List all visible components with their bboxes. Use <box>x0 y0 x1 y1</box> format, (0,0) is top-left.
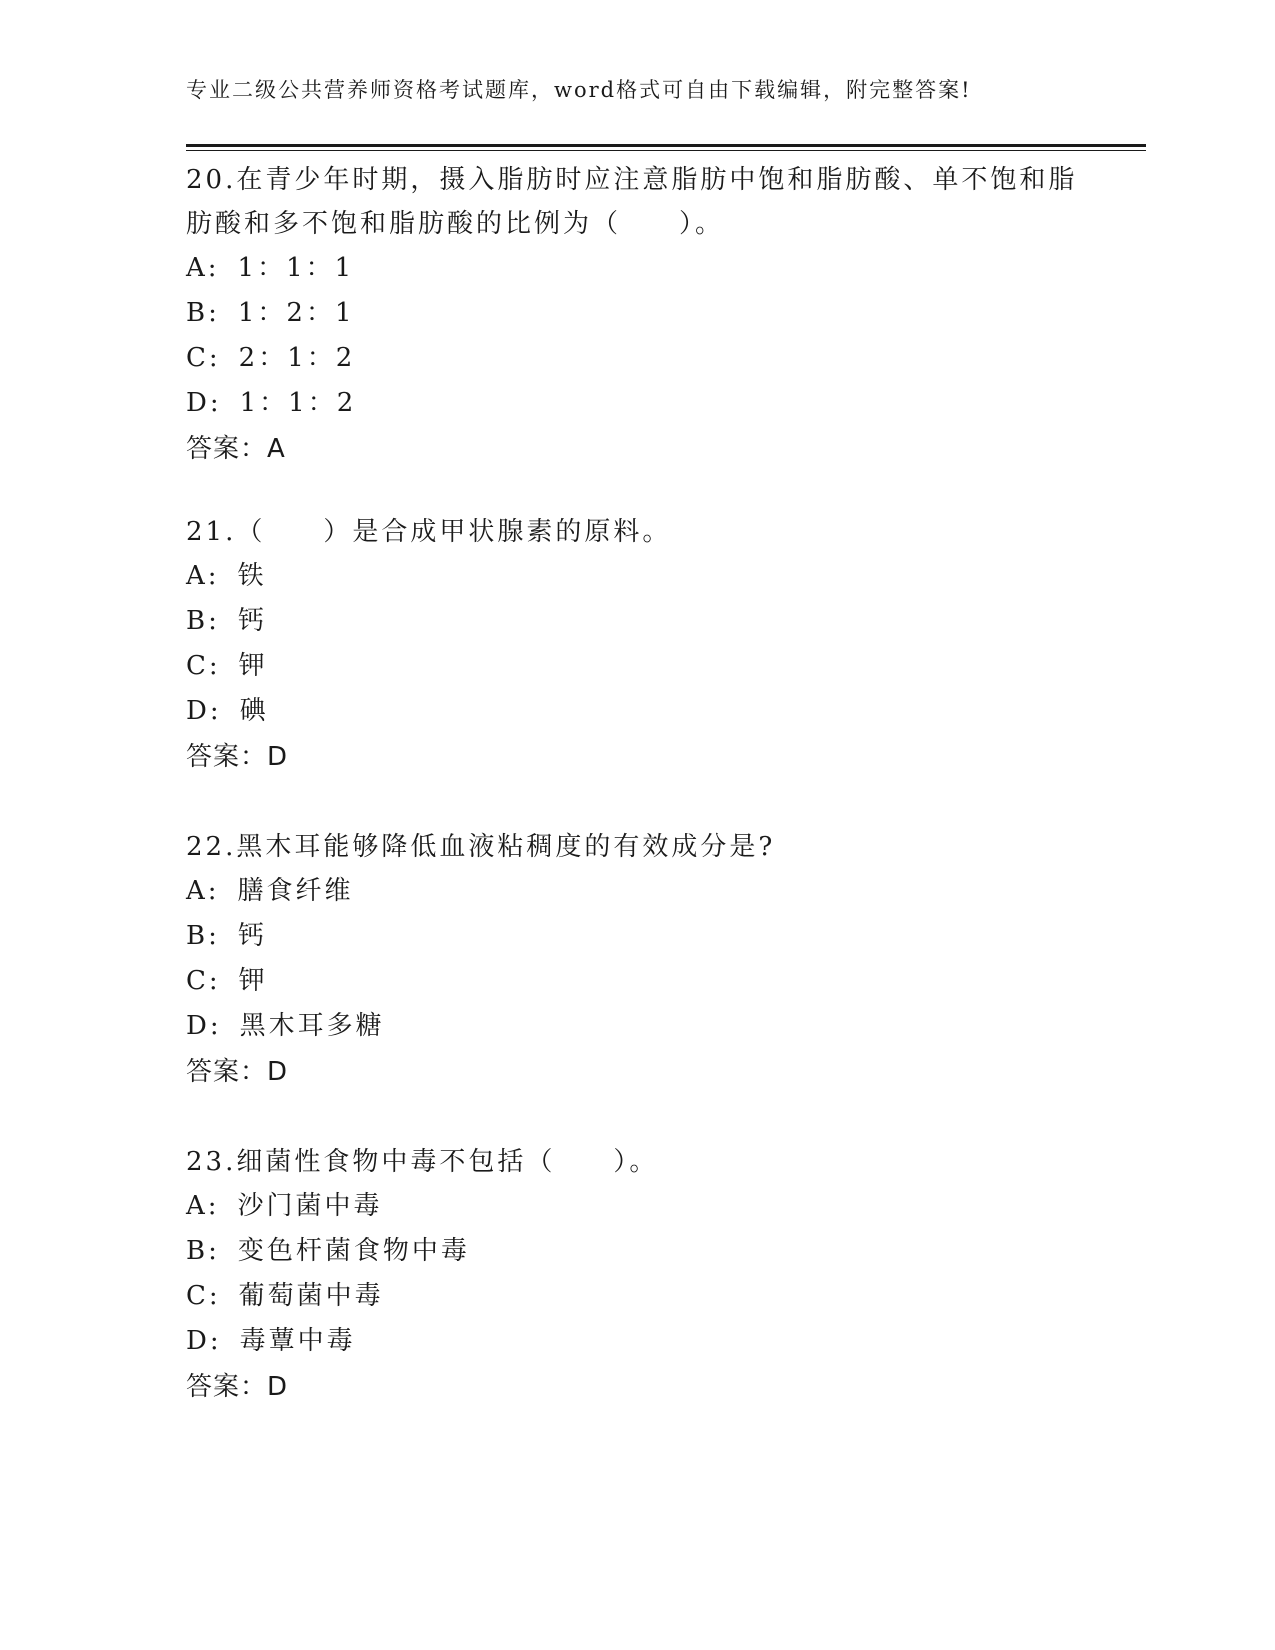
option-b <box>186 599 1086 644</box>
option-text: 1：1：1 <box>237 253 355 283</box>
answer: 答案：A <box>186 434 286 464</box>
page-header: 专业二级公共营养师资格考试题库，word格式可自由下载编辑，附完整答案! <box>186 78 972 102</box>
question-22 <box>186 825 1086 1095</box>
question-stem: 23.细菌性食物中毒不包括（ ）。 <box>186 1147 659 1177</box>
option-text: 黑木耳多糖 <box>239 1011 385 1041</box>
option-c <box>186 336 1086 381</box>
option-a <box>186 1184 1086 1229</box>
option-key: A: <box>186 561 220 591</box>
option-d <box>186 381 1086 426</box>
option-key: B: <box>186 606 220 636</box>
option-a <box>186 246 1086 291</box>
option-key: D: <box>186 1011 222 1041</box>
answer: 答案：D <box>186 1057 289 1087</box>
option-key: C: <box>186 966 221 996</box>
question-stem: 21.（ ）是合成甲状腺素的原料。 <box>186 517 672 547</box>
answer: 答案：D <box>186 1372 289 1402</box>
option-text: 1：1：2 <box>239 388 357 418</box>
question-stem: 22.黑木耳能够降低血液粘稠度的有效成分是? <box>186 832 776 862</box>
option-text: 钾 <box>238 966 268 996</box>
option-key: D: <box>186 696 222 726</box>
option-key: A: <box>186 1191 220 1221</box>
option-key: B: <box>186 1236 220 1266</box>
option-key: B: <box>186 921 220 951</box>
question-stem-continued: 肪酸和多不饱和脂肪酸的比例为（ ）。 <box>186 209 725 239</box>
question-21 <box>186 510 1086 780</box>
option-d <box>186 1004 1086 1049</box>
option-a <box>186 554 1086 599</box>
option-text: 葡萄菌中毒 <box>238 1281 384 1311</box>
answer: 答案：D <box>186 742 289 772</box>
option-key: A: <box>186 876 220 906</box>
option-key: C: <box>186 651 221 681</box>
option-key: D: <box>186 388 222 418</box>
header-rule-thin <box>186 150 1146 151</box>
option-key: C: <box>186 343 221 373</box>
option-text: 沙门菌中毒 <box>237 1191 383 1221</box>
option-key: D: <box>186 1326 222 1356</box>
option-text: 铁 <box>237 561 267 591</box>
option-key: C: <box>186 1281 221 1311</box>
question-20 <box>186 158 1086 472</box>
option-key: A: <box>186 253 220 283</box>
option-b <box>186 291 1086 336</box>
option-c <box>186 1274 1086 1319</box>
header-rule-thick <box>186 144 1146 147</box>
option-text: 变色杆菌食物中毒 <box>237 1236 470 1266</box>
question-23 <box>186 1140 1086 1410</box>
question-stem: 20.在青少年时期，摄入脂肪时应注意脂肪中饱和脂肪酸、单不饱和脂 <box>186 165 1078 195</box>
option-text: 膳食纤维 <box>237 876 354 906</box>
option-text: 钙 <box>237 921 267 951</box>
option-text: 毒蕈中毒 <box>239 1326 356 1356</box>
option-b <box>186 914 1086 959</box>
option-text: 碘 <box>239 696 269 726</box>
option-c <box>186 644 1086 689</box>
option-text: 2：1：2 <box>238 343 356 373</box>
option-text: 1：2：1 <box>237 298 355 328</box>
option-a <box>186 869 1086 914</box>
option-text: 钙 <box>237 606 267 636</box>
option-key: B: <box>186 298 220 328</box>
option-d <box>186 689 1086 734</box>
option-b <box>186 1229 1086 1274</box>
option-d <box>186 1319 1086 1364</box>
option-c <box>186 959 1086 1004</box>
option-text: 钾 <box>238 651 268 681</box>
